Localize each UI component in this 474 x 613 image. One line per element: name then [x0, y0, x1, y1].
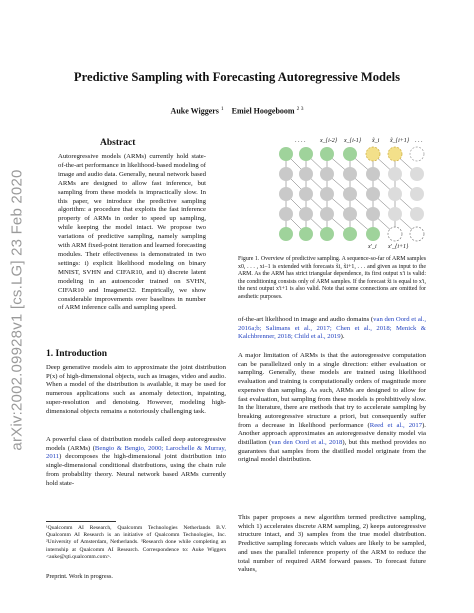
text-run: ), but this method provides no guarantees that samples from the distilled model originate from the original model distribution.	[238, 439, 426, 464]
abstract-heading: Abstract	[100, 138, 136, 148]
lattice-node	[299, 227, 313, 241]
lattice-node	[320, 207, 334, 221]
lattice-node	[279, 227, 293, 241]
lattice-node	[410, 167, 424, 181]
preprint-note: Preprint. Work in progress.	[46, 573, 113, 580]
citation-link[interactable]: Bengio & Bengio, 2000; Larochelle & Murray, 2011	[46, 444, 226, 461]
intro-paragraph	[46, 436, 226, 488]
text-run: ) decomposes the high-dimensional joint distribution into single-dimensional conditional distributions, using the chain rule from probability theory. Neural network based ARMs currently hold state-	[46, 453, 226, 487]
lattice-node	[366, 187, 380, 201]
footnote: ¹Qualcomm AI Research, Qualcomm Technologies Netherlands B.V. Qualcomm AI Research is an initiative of Qualcomm Technologies, Inc. ²University of Amsterdam, Netherlands. ³Research done while completing an internship at Qualcomm AI Research. Correspondence to: Auke Wiggers <auke@qti.qualcomm.com>.	[46, 525, 226, 560]
citation-link[interactable]: van den Oord et al., 2016a;b; Salimans et al., 2017; Chen et al., 2018; Menick & Kalchbrenner, 2018; Child et al., 2019	[238, 316, 426, 341]
lattice-node	[366, 167, 380, 181]
affiliation-marker: 2 3	[296, 106, 304, 112]
lattice-node	[279, 207, 293, 221]
figure-caption: Figure 1. Overview of predictive sampling. A sequence-so-far of ARM samples x0, . . . , xi−1 is extended with forecasts x̃i, x̃i+1, . . . and given as input to the ARM. As the ARM has strict triangular dependence, its first output x'i is valid: the conditioning consists only of ARM samples. If the forecast x̃i is equal to x'i, the next output x'i+1 is also valid. Note that some connections are omitted for aesthetic purposes.	[238, 256, 426, 300]
figure-label: . . .	[415, 138, 423, 144]
author-line	[0, 106, 474, 116]
figure-label: x'_i	[368, 244, 377, 250]
citation-link[interactable]: van den Oord et al., 2018	[271, 439, 343, 447]
arxiv-id: arXiv:2002.09928v1 [cs.LG] 23 Feb 2020	[8, 169, 26, 451]
figure-label: x_{i-2}	[320, 138, 338, 144]
lattice-node	[320, 227, 334, 241]
lattice-node	[388, 147, 402, 161]
text-run: A major limitation of ARMs is that the autoregressive computation can be parallelized only in a single direction: either evaluation or sampling. Generally, these models are trained using likelihood evaluation and training is computationally orders of magnitude more expensive than sampling. As such, ARMs are designed to allow for fast evaluation, but sampling from these models is prohibitively slow. In the literature, there are methods that try to accelerate sampling by breaking autoregressive structure a priori, but consequently suffer from a decrease in likelihood performance (	[238, 352, 426, 429]
body-paragraph	[238, 352, 426, 465]
lattice-node	[299, 207, 313, 221]
paper-title: Predictive Sampling with Forecasting Autoregressive Models	[73, 70, 401, 84]
figure-label: x'_{i+1}	[388, 244, 409, 250]
lattice-node	[343, 187, 357, 201]
lattice-node	[388, 227, 402, 241]
lattice-node	[343, 147, 357, 161]
body-paragraph: This paper proposes a new algorithm termed predictive sampling, which 1) accelerates discrete ARM sampling, 2) keeps autoregressive structure intact, and 3) samples from the true model distribution. Predictive sampling forecasts which values are likely to be sampled, and uses the parallel inference property of the ARM to reduce the total number of required ARM forward passes. To forecast future values,	[238, 514, 426, 574]
affiliation-marker: 1	[220, 106, 224, 112]
text-run: ). Another approach approximates an autoregressive density model via distillation (	[238, 421, 426, 447]
lattice-node	[299, 187, 313, 201]
figure-label: x̃_i	[372, 138, 380, 144]
author-name: Auke Wiggers	[170, 106, 219, 116]
text-run: ).	[340, 333, 345, 341]
lattice-node	[320, 147, 334, 161]
figure-label: x̃_{i+1}	[390, 138, 410, 144]
lattice-node	[343, 227, 357, 241]
lattice-node	[410, 187, 424, 201]
lattice-node	[366, 207, 380, 221]
lattice-node	[279, 187, 293, 201]
lattice-node	[299, 167, 313, 181]
text-run: of-the-art likelihood in image and audio domains (	[238, 316, 374, 323]
lattice-node	[299, 147, 313, 161]
lattice-node	[388, 167, 402, 181]
intro-paragraph: Deep generative models aim to approximate the joint distribution P(x) of high-dimensional objects, such as images, video and audio. When a model of the distribution is available, it may be used for numerous applications such as anomaly detection, inpainting, super-resolution and denoising. However, modeling high-dimensional objects remains a notoriously challenging task.	[46, 364, 226, 415]
arxiv-sidebar-stamp	[4, 160, 30, 460]
figure-label: . . . .	[295, 138, 306, 144]
lattice-node	[343, 167, 357, 181]
lattice-node	[366, 147, 380, 161]
citation-link[interactable]: Reed et al., 2017	[369, 421, 423, 429]
section-heading: 1. Introduction	[46, 349, 108, 359]
lattice-node	[366, 227, 380, 241]
lattice-node	[410, 227, 424, 241]
lattice-node	[410, 147, 424, 161]
lattice-node	[343, 207, 357, 221]
lattice-node	[388, 187, 402, 201]
lattice-node	[320, 167, 334, 181]
text-run: A powerful class of distribution models called deep autoregressive models (ARMs) (	[46, 436, 226, 452]
abstract-text: Autoregressive models (ARMs) currently hold state-of-the-art performance in likelihood-based modeling of image and audio data. Generally, neural network based ARMs are designed to allow fast inference, but sampling from these models is impractically slow. In this paper, we introduce the predictive sampling algorithm: a procedure that exploits the fast inference property of ARMs in order to speed up sampling, while keeping the model intact. We propose two variations of predictive sampling, namely sampling with ARM fixed-point iteration and learned forecasting modules. Their effectiveness is demonstrated in two settings: i) explicit likelihood modeling on binary MNIST, SVHN and CIFAR10, and ii) discrete latent modeling in an autoencoder trained on SVHN, CIFAR10 and Imagenet32. Empirically, we show considerable improvements over baselines in number of ARM inference calls and sampling speed.	[58, 153, 207, 312]
lattice-node	[279, 147, 293, 161]
author-name: Emiel Hoogeboom	[231, 106, 295, 116]
figure-diagram	[260, 130, 430, 250]
lattice-node	[279, 167, 293, 181]
lattice-node	[410, 207, 424, 221]
lattice-node	[320, 187, 334, 201]
lattice-node	[388, 207, 402, 221]
footnote-rule	[46, 521, 116, 522]
body-paragraph	[238, 316, 426, 342]
figure-label: x_{i-1}	[344, 138, 362, 144]
